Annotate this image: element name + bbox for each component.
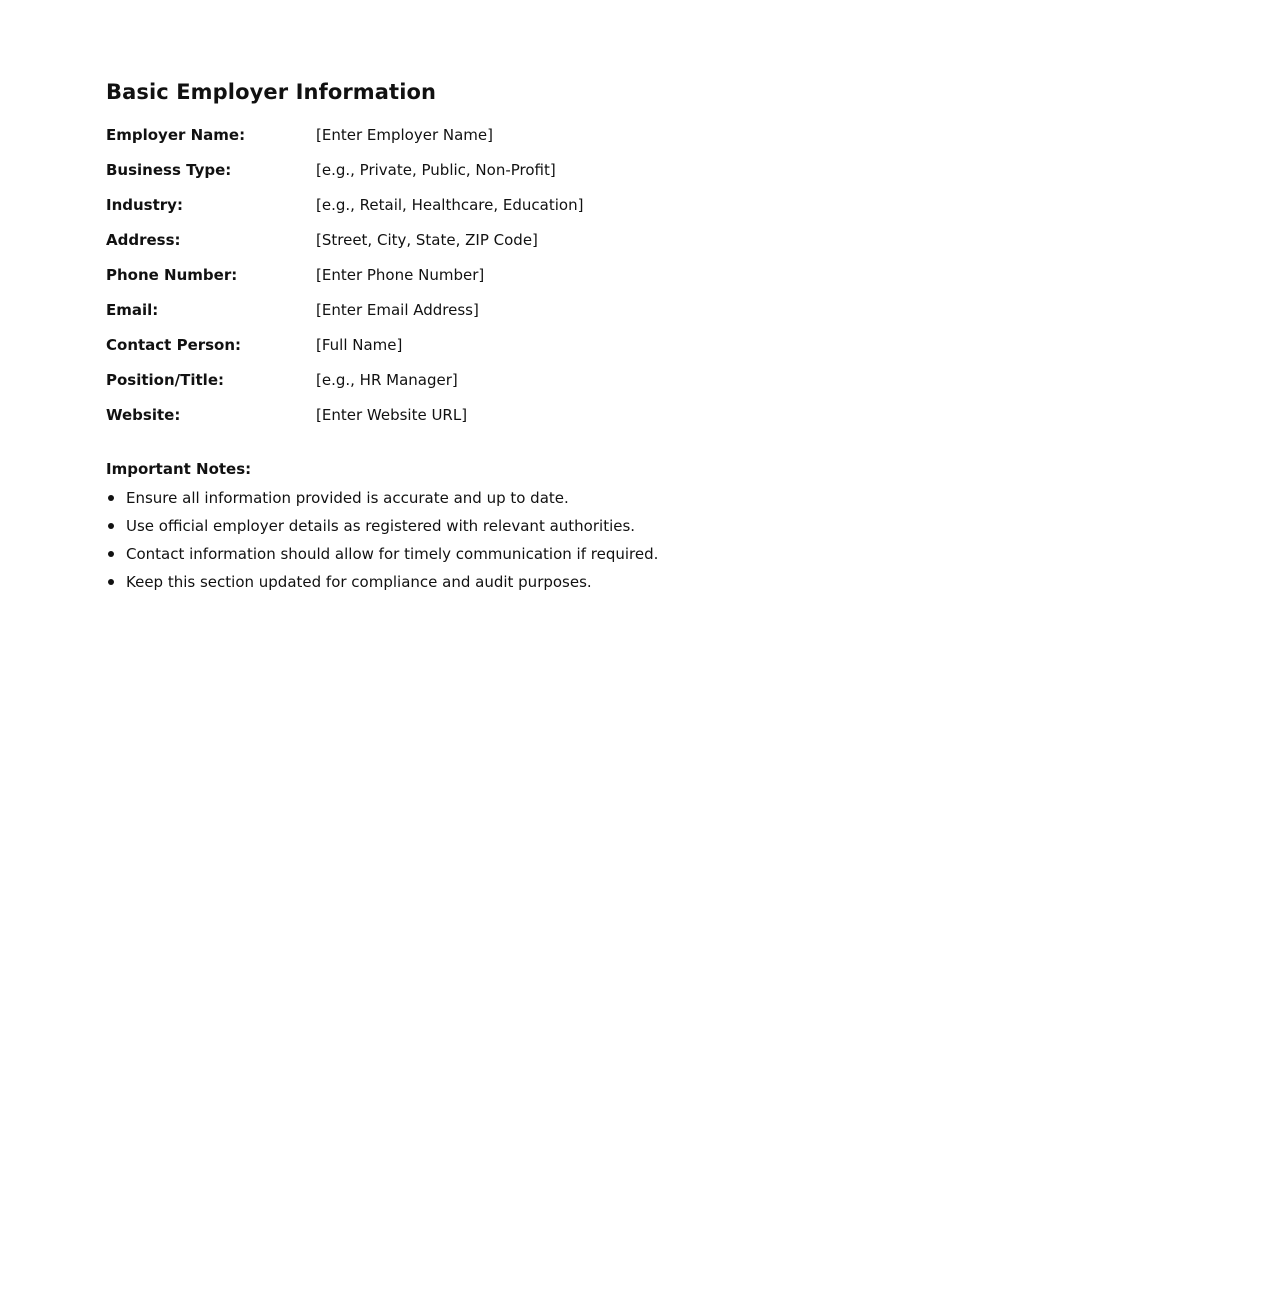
field-row-website xyxy=(106,405,583,440)
employer-info-section xyxy=(106,78,1166,600)
field-row-email xyxy=(106,300,583,335)
field-row-position-title xyxy=(106,370,583,405)
bullet-icon xyxy=(108,523,114,529)
list-item xyxy=(106,516,1166,544)
field-row-address xyxy=(106,230,583,265)
field-row-industry xyxy=(106,195,583,230)
note-text: Keep this section updated for compliance and audit purposes. xyxy=(126,573,592,591)
field-row-employer-name xyxy=(106,125,583,160)
field-value: [e.g., HR Manager] xyxy=(316,371,458,389)
field-label: Industry: xyxy=(106,196,183,214)
field-row-contact-person xyxy=(106,335,583,370)
field-row-phone-number xyxy=(106,265,583,300)
field-label: Business Type: xyxy=(106,161,232,179)
list-item xyxy=(106,544,1166,572)
field-label: Position/Title: xyxy=(106,371,225,389)
field-value: [Enter Email Address] xyxy=(316,301,479,319)
employer-info-table xyxy=(106,125,583,440)
note-text: Ensure all information provided is accurate and up to date. xyxy=(126,489,569,507)
field-label: Phone Number: xyxy=(106,266,238,284)
bullet-icon xyxy=(108,579,114,585)
notes-list xyxy=(106,488,1166,600)
field-value: [Enter Phone Number] xyxy=(316,266,485,284)
field-label: Website: xyxy=(106,406,181,424)
list-item xyxy=(106,572,1166,600)
field-value: [Enter Employer Name] xyxy=(316,126,493,144)
notes-title: Important Notes: xyxy=(106,460,252,478)
bullet-icon xyxy=(108,551,114,557)
note-text: Use official employer details as registered with relevant authorities. xyxy=(126,517,636,535)
field-value: [Street, City, State, ZIP Code] xyxy=(316,231,538,249)
field-row-business-type xyxy=(106,160,583,195)
field-label: Employer Name: xyxy=(106,126,246,144)
field-value: [e.g., Retail, Healthcare, Education] xyxy=(316,196,584,214)
field-value: [Full Name] xyxy=(316,336,403,354)
section-title: Basic Employer Information xyxy=(106,80,437,104)
field-value: [Enter Website URL] xyxy=(316,406,468,424)
field-label: Contact Person: xyxy=(106,336,242,354)
field-label: Email: xyxy=(106,301,159,319)
field-value: [e.g., Private, Public, Non-Profit] xyxy=(316,161,556,179)
bullet-icon xyxy=(108,495,114,501)
list-item xyxy=(106,488,1166,516)
field-label: Address: xyxy=(106,231,181,249)
note-text: Contact information should allow for timely communication if required. xyxy=(126,545,659,563)
